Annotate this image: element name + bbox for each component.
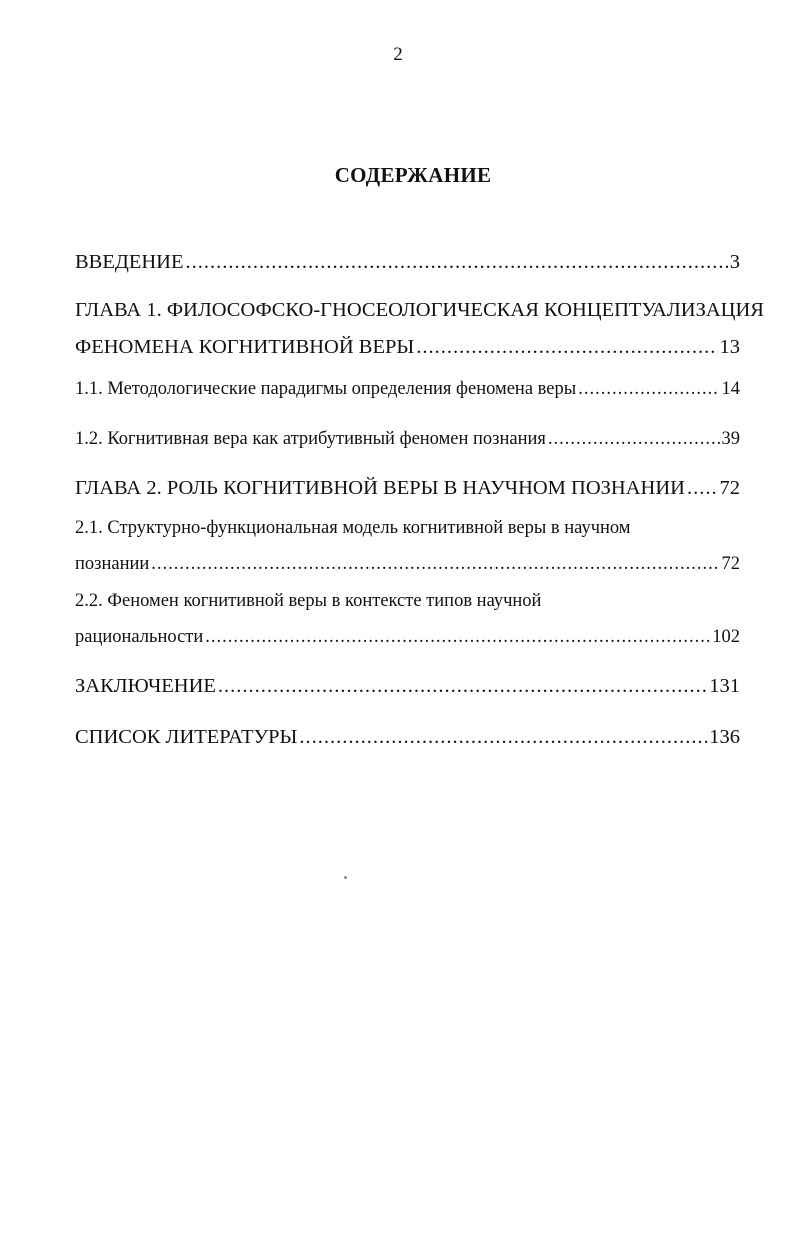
toc-entry-section-2-1-cont[interactable] — [75, 552, 740, 576]
toc-entry-chapter-1-cont[interactable] — [75, 335, 740, 359]
toc-entry-intro[interactable] — [75, 250, 740, 274]
toc-entry-page: 13 — [719, 336, 740, 358]
dot-leader — [578, 377, 719, 401]
toc-entry-section-1-2[interactable] — [75, 427, 740, 451]
toc-entry-page: 72 — [719, 477, 740, 499]
toc-entry-label-line2: рациональности — [75, 627, 204, 647]
toc-entry-page: 39 — [721, 429, 740, 449]
toc-entry-page: 102 — [712, 627, 740, 647]
dot-leader — [416, 335, 717, 359]
toc-entry-page: 14 — [721, 379, 740, 399]
toc-entry-page: 72 — [721, 554, 740, 574]
toc-entry-label-line2: ФЕНОМЕНА КОГНИТИВНОЙ ВЕРЫ — [75, 336, 415, 358]
dot-leader — [687, 476, 718, 500]
toc-title: СОДЕРЖАНИЕ — [334, 163, 492, 187]
toc-entry-label-line1: 2.1. Структурно-функциональная модель когнитивной веры в научном — [75, 518, 631, 538]
toc-entry-page: 131 — [709, 675, 740, 697]
toc-entry-label: ВВЕДЕНИЕ — [75, 251, 184, 273]
toc-entry-page: 3 — [729, 251, 740, 273]
toc-entry-section-2-2[interactable] — [75, 589, 740, 613]
dot-leader — [218, 674, 707, 698]
toc-entry-label: СПИСОК ЛИТЕРАТУРЫ — [75, 726, 298, 748]
dot-leader — [299, 725, 707, 749]
toc-entry-section-2-1[interactable] — [75, 516, 740, 540]
page-number: 2 — [393, 44, 403, 65]
scan-speck — [344, 876, 347, 879]
toc-entry-page: 136 — [709, 726, 740, 748]
toc-entry-section-1-1[interactable] — [75, 377, 740, 401]
dot-leader — [548, 427, 720, 451]
dot-leader — [151, 552, 719, 576]
toc-entry-chapter-2[interactable] — [75, 476, 740, 500]
toc-entry-bibliography[interactable] — [75, 725, 740, 749]
toc-entry-conclusion[interactable] — [75, 674, 740, 698]
toc-entry-label-line1: 2.2. Феномен когнитивной веры в контексте типов научной — [75, 591, 542, 611]
dot-leader — [205, 625, 710, 649]
toc-entry-label: 1.1. Методологические парадигмы определения феномена веры — [75, 379, 577, 399]
toc-entry-label: 1.2. Когнитивная вера как атрибутивный феномен познания — [75, 429, 546, 449]
toc-entry-label-line1: ГЛАВА 1. ФИЛОСОФСКО-ГНОСЕОЛОГИЧЕСКАЯ КОНЦЕПТУАЛИЗАЦИЯ — [75, 299, 764, 321]
toc-entry-label: ГЛАВА 2. РОЛЬ КОГНИТИВНОЙ ВЕРЫ В НАУЧНОМ ПОЗНАНИИ — [75, 477, 685, 499]
toc-entry-label-line2: познании — [75, 554, 150, 574]
toc-entry-section-2-2-cont[interactable] — [75, 625, 740, 649]
toc-entry-label: ЗАКЛЮЧЕНИЕ — [75, 675, 216, 697]
dot-leader — [186, 250, 728, 274]
toc-entry-chapter-1[interactable] — [75, 298, 764, 322]
